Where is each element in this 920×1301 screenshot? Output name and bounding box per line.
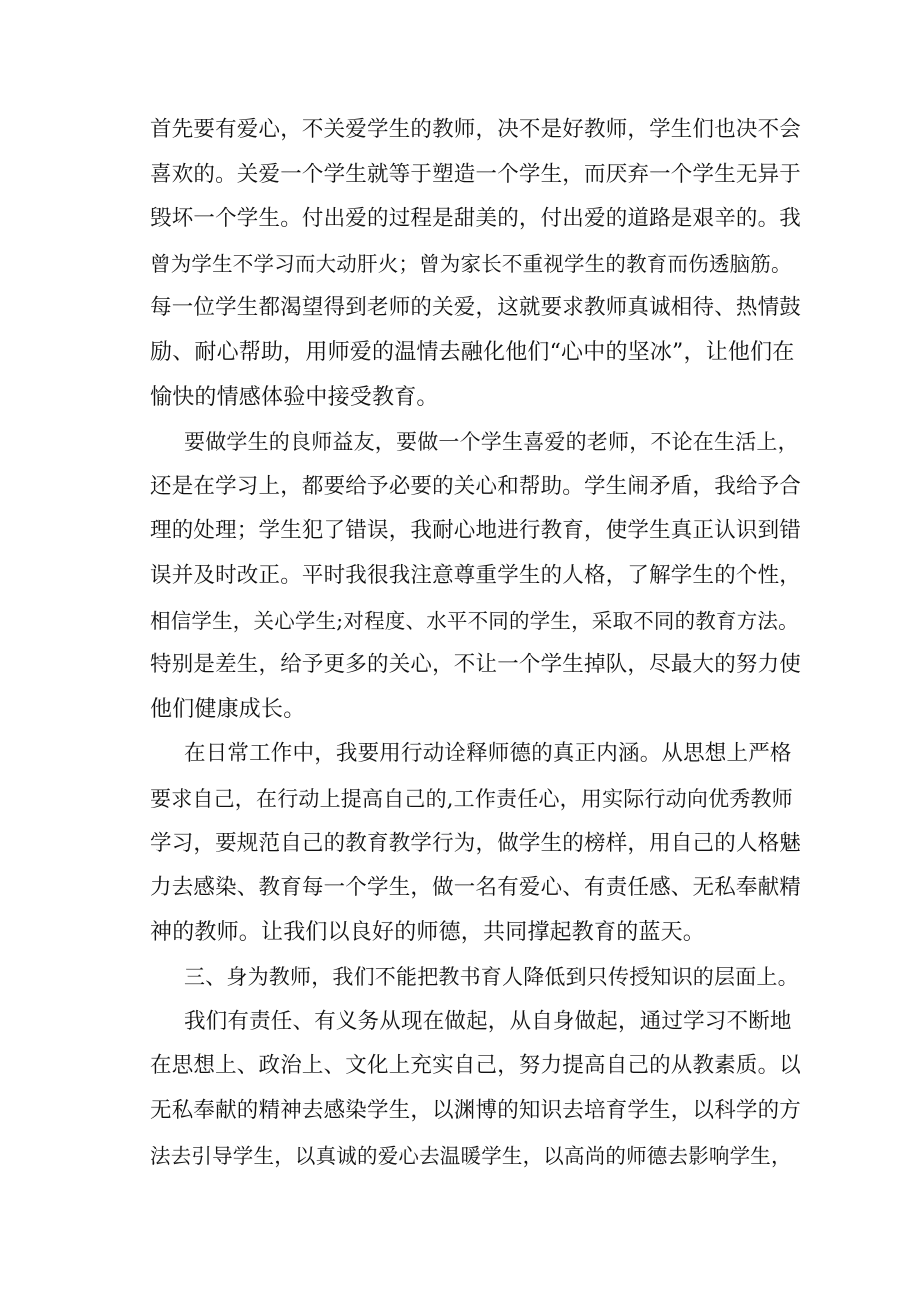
text-line: 误并及时改正。平时我很我注意尊重学生的人格，了解学生的个性， [150,562,802,588]
text-line: 神的教师。让我们以良好的师德，共同撑起教育的蓝天。 [150,919,706,945]
text-line: 无私奉献的精神去感染学生，以渊博的知识去培育学生，以科学的方 [150,1098,802,1124]
text-line: 在日常工作中，我要用行动诠释师德的真正内涵。从思想上严格 [184,741,792,767]
text-line: 法去引导学生，以真诚的爱心去温暖学生，以高尚的师德去影响学生， [150,1143,792,1168]
text-line: 在思想上、政治上、文化上充实自己，努力提高自己的从教素质。以 [150,1053,802,1079]
text-line: 愉快的情感体验中接受教育。 [150,384,439,410]
document-body [150,108,802,1178]
text-line: 我们有责任、有义务从现在做起，从自身做起，通过学习不断地 [184,1008,792,1034]
text-line: 首先要有爱心，不关爱学生的教师，决不是好教师，学生们也决不会 [150,117,802,142]
text-line: 学习，要规范自己的教育教学行为，做学生的榜样，用自己的人格魅 [150,830,802,856]
text-line: 相信学生，关心学生;对程度、水平不同的学生，采取不同的教育方法。 [150,608,799,633]
text-line: 毁坏一个学生。付出爱的过程是甜美的，付出爱的道路是艰辛的。我 [150,206,802,232]
text-line: 要求自己，在行动上提高自己的,工作责任心，用实际行动向优秀教师 [150,786,793,811]
text-line: 曾为学生不学习而大动肝火；曾为家长不重视学生的教育而伤透脑筋。 [150,251,792,276]
section-heading-text: 三、身为教师，我们不能把教书育人降低到只传授知识的层面上。 [184,965,799,990]
paragraph-5 [150,1000,802,1178]
paragraph-1 [150,108,802,420]
text-line: 还是在学习上，都要给予必要的关心和帮助。学生闹矛盾，我给予合 [150,473,802,499]
text-line: 每一位学生都渴望得到老师的关爱，这就要求教师真诚相待、热情鼓 [150,295,802,321]
paragraph-2 [150,420,802,732]
text-line: 力去感染、教育每一个学生，做一名有爱心、有责任感、无私奉献精 [150,875,802,901]
text-line: 特别是差生，给予更多的关心，不让一个学生掉队，尽最大的努力使 [150,652,802,678]
section-heading [150,955,802,1000]
text-line: 理的处理；学生犯了错误，我耐心地进行教育，使学生真正认识到错 [150,518,802,544]
text-line: 他们健康成长。 [150,696,306,722]
text-line: 励、耐心帮助，用师爱的温情去融化他们“心中的坚冰”，让他们在 [150,339,795,365]
text-line: 喜欢的。关爱一个学生就等于塑造一个学生，而厌弃一个学生无异于 [150,161,802,187]
paragraph-3 [150,732,802,955]
text-line: 要做学生的良师益友，要做一个学生喜爱的老师，不论在生活上， [184,430,799,455]
